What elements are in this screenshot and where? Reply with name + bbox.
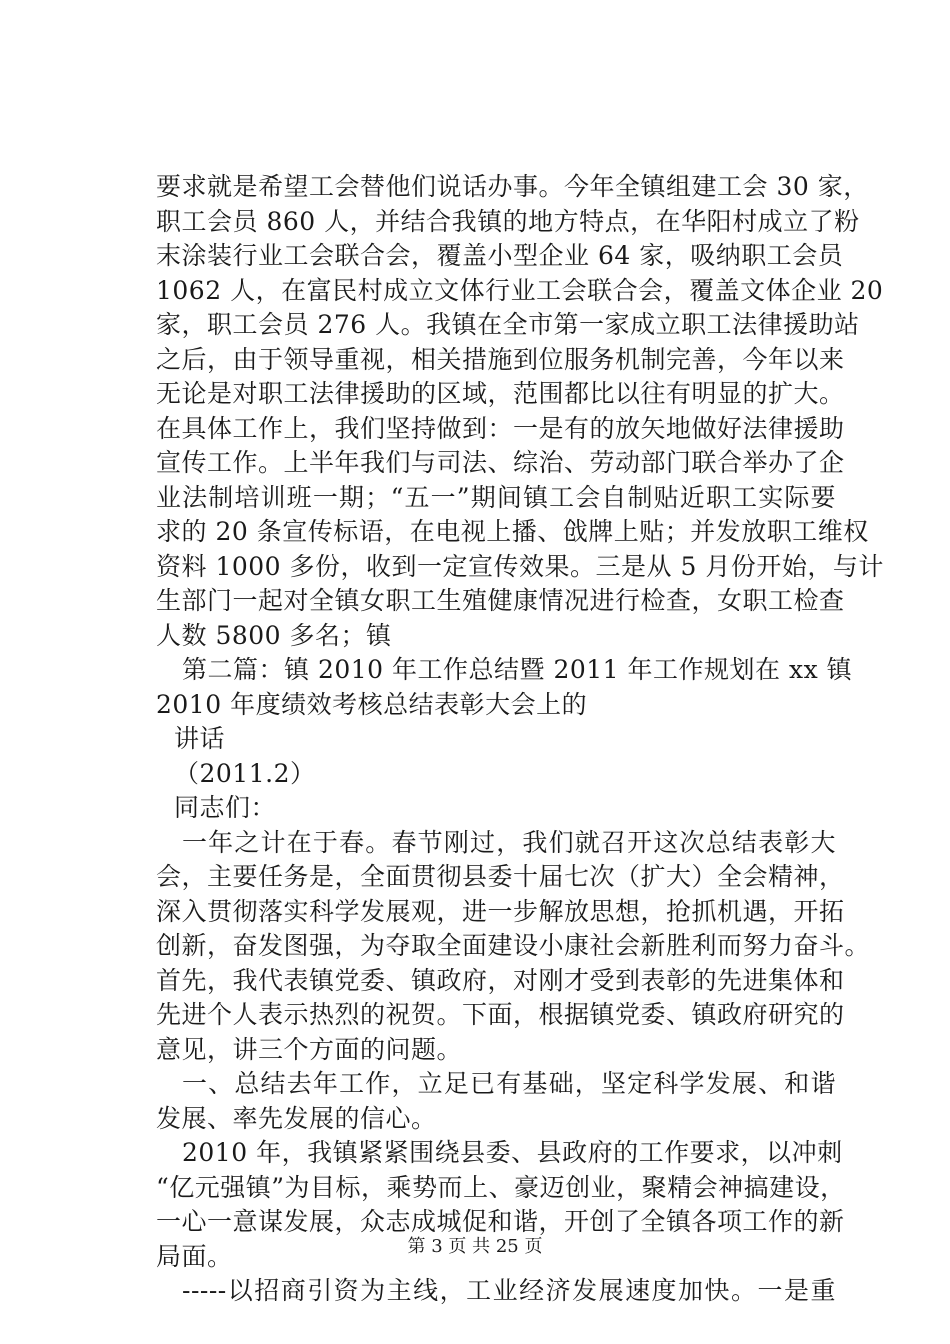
text-line: 局面。 — [156, 1241, 233, 1271]
text-line: 一、总结去年工作，立足已有基础，坚定科学发展、和谐 — [182, 1069, 836, 1098]
text-line: 2010 年，我镇紧紧围绕县委、县政府的工作要求，以冲刺 — [182, 1138, 843, 1167]
text-line: 一年之计在于春。春节刚过，我们就召开这次总结表彰大 — [182, 827, 836, 857]
text-line: “亿元强镇”为目标，乘势而上、豪迈创业，聚精会神搞建设， — [156, 1172, 846, 1202]
text-line: 同志们： — [174, 793, 277, 822]
text-line: 家，职工会员 276 人。我镇在全市第一家成立职工法律援助站 — [156, 310, 860, 339]
text-line: 首先，我代表镇党委、镇政府，对刚才受到表彰的先进集体和 — [156, 965, 845, 995]
text-line: 宣传工作。上半年我们与司法、综治、劳动部门联合举办了企 — [156, 448, 845, 477]
text-line: 人数 5800 多名；镇 — [156, 620, 392, 650]
text-line: （2011.2） — [174, 758, 316, 788]
text-line: -----以招商引资为主线，工业经济发展速度加快。一是重 — [182, 1276, 836, 1305]
text-line: 职工会员 860 人，并结合我镇的地方特点，在华阳村成立了粉 — [156, 206, 860, 236]
text-line: 1062 人，在富民村成立文体行业工会联合会，覆盖文体企业 20 — [156, 275, 884, 305]
text-line: 求的 20 条宣传标语，在电视上播、戗牌上贴；并发放职工维权 — [156, 517, 869, 546]
text-line: 无论是对职工法律援助的区域，范围都比以往有明显的扩大。 — [156, 379, 845, 408]
text-line: 先进个人表示热烈的祝贺。下面，根据镇党委、镇政府研究的 — [156, 1000, 845, 1029]
text-line: 之后，由于领导重视，相关措施到位服务机制完善，今年以来 — [156, 344, 845, 374]
document-body — [156, 170, 884, 1309]
text-line: 生部门一起对全镇女职工生殖健康情况进行检查，女职工检查 — [156, 586, 845, 615]
text-line: 会，主要任务是，全面贯彻县委十届七次（扩大）全会精神， — [156, 862, 845, 891]
text-line: 要求就是希望工会替他们说话办事。今年全镇组建工会 30 家， — [156, 172, 869, 201]
text-line: 业法制培训班一期；“五一”期间镇工会自制贴近职工实际要 — [156, 482, 836, 512]
page-footer: 第 3 页 共 25 页 — [407, 1236, 543, 1257]
text-line: 资料 1000 多份，收到一定宣传效果。三是从 5 月份开始，与计 — [156, 551, 884, 581]
text-line: 第二篇：镇 2010 年工作总结暨 2011 年工作规划在 xx 镇 — [182, 655, 853, 684]
text-line: 创新，奋发图强，为夺取全面建设小康社会新胜利而努力奋斗。 — [156, 931, 871, 960]
text-line: 2010 年度绩效考核总结表彰大会上的 — [156, 689, 588, 719]
text-line: 深入贯彻落实科学发展观，进一步解放思想，抢抓机遇，开拓 — [156, 896, 845, 926]
text-line: 在具体工作上，我们坚持做到：一是有的放矢地做好法律援助 — [156, 413, 845, 443]
text-line: 末涂装行业工会联合会，覆盖小型企业 64 家，吸纳职工会员 — [156, 241, 844, 270]
text-line: 一心一意谋发展，众志成城促和谐，开创了全镇各项工作的新 — [156, 1207, 845, 1236]
text-line: 讲话 — [174, 724, 226, 753]
text-line: 发展、率先发展的信心。 — [156, 1103, 437, 1133]
text-line: 意见，讲三个方面的问题。 — [156, 1034, 463, 1064]
